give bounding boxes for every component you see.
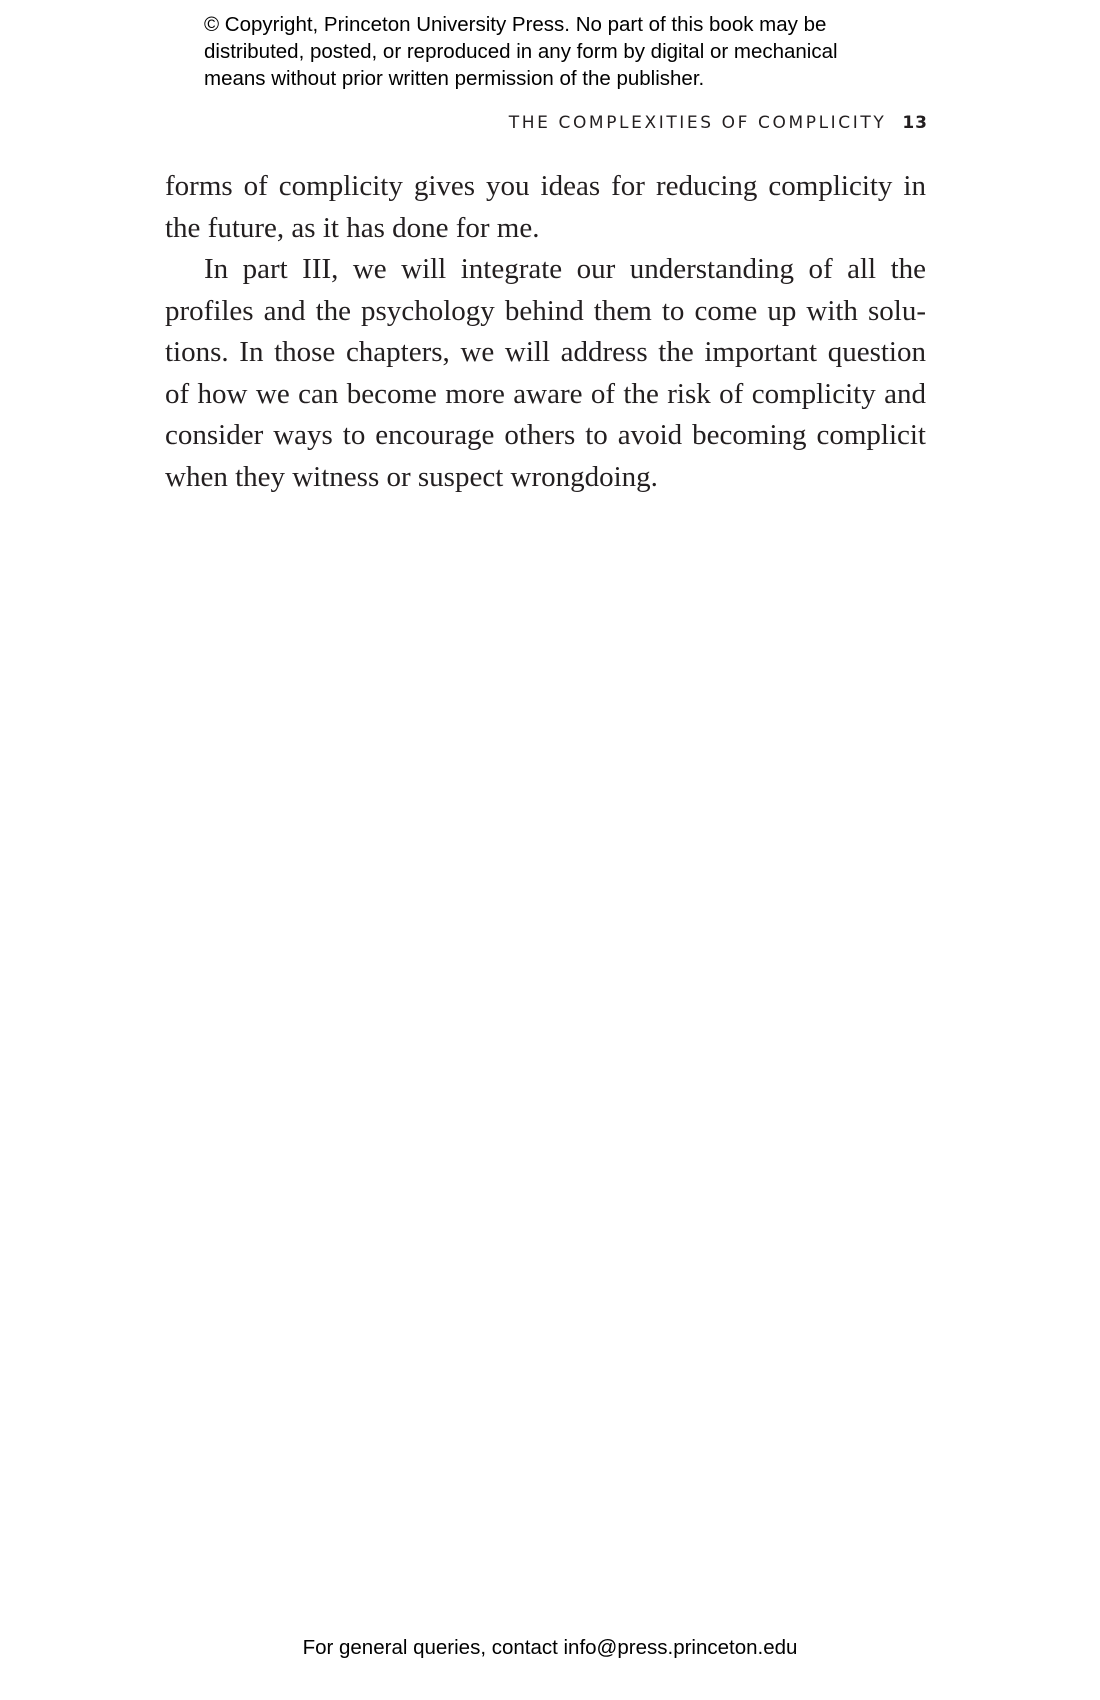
text-line: tions. In those chapters, we will address the important question [165, 336, 926, 368]
paragraph [165, 166, 926, 249]
page-number: 13 [902, 113, 928, 133]
running-head [509, 113, 928, 133]
copyright-notice [204, 11, 924, 92]
paragraph [165, 249, 926, 498]
text-line: when they witness or suspect wrongdoing. [165, 460, 658, 493]
footer-contact: For general queries, contact info@press.princeton.edu [302, 1636, 798, 1659]
copyright-line: distributed, posted, or reproduced in any form by digital or mechanical [204, 40, 838, 63]
text-line: profiles and the psychology behind them to come up with solu- [165, 294, 926, 327]
copyright-line: © Copyright, Princeton University Press. No part of this book may be [204, 13, 827, 36]
text-line: consider ways to encourage others to avoid becoming complicit [165, 419, 926, 451]
text-line: In part III, we will integrate our understanding of all the [204, 253, 926, 285]
body-text [165, 166, 926, 498]
text-line: the future, as it has done for me. [165, 211, 540, 244]
copyright-line: means without prior written permission of the publisher. [204, 67, 705, 90]
text-line: of how we can become more aware of the risk of complicity and [165, 377, 926, 410]
text-line: forms of complicity gives you ideas for reducing complicity in [165, 170, 926, 202]
running-title: THE COMPLEXITIES OF COMPLICITY [508, 113, 887, 133]
